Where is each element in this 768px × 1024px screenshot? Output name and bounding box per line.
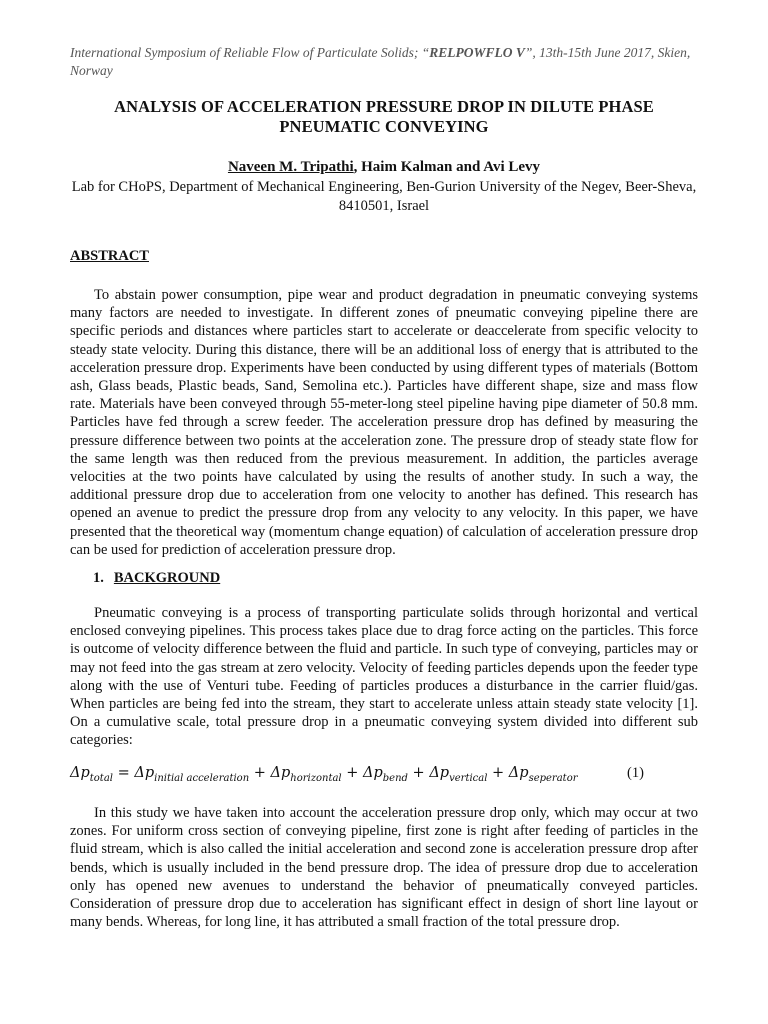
affiliation: Lab for CHoPS, Department of Mechanical Engineering, Ben-Gurion University of the Negev, Beer-Sheva, 8410501, Israel bbox=[71, 179, 697, 214]
equation-term: $\Delta p_{initial acceleration}$ bbox=[134, 765, 250, 784]
equation-term: $\Delta p_{vertical}$ bbox=[429, 765, 488, 784]
equation-1 bbox=[70, 765, 698, 787]
equation-number: (1) bbox=[627, 765, 644, 781]
conference-acronym: RELPOWFLO V bbox=[429, 45, 525, 60]
equation-term: $\Delta p_{seperator}$ bbox=[508, 765, 578, 784]
abstract-heading: ABSTRACT bbox=[70, 248, 149, 264]
equation-term: $\Delta p_{total}$ bbox=[70, 765, 113, 784]
equation-term: $\Delta p_{bend}$ bbox=[363, 765, 408, 784]
conference-header: International Symposium of Reliable Flow of Particulate Solids; “RELPOWFLO V”, 13th-15th June 2017, Skien, Norway bbox=[70, 45, 691, 78]
section-number: 1. bbox=[93, 570, 104, 586]
background-paragraph-1: Pneumatic conveying is a process of transporting particulate solids through horizontal and vertical enclosed conveying pipelines. This process takes place due to drag force acting on the particles. This force is outcome of velocity difference between the fluid and particle. In such type of conveying, particles may or may not feed into the gas stream at zero velocity. Velocity of feeding particles depends upon the feeder type along with the use of Venturi tube. Feeding of particles produces a disturbance in the carrier fluid/gas. When particles are being fed into the stream, they start to accelerate unless attain steady state velocity [1]. On a cumulative scale, total pressure drop in a pneumatic conveying system divided into different sub categories: bbox=[70, 605, 698, 749]
equation-term: $\Delta p_{horizontal}$ bbox=[270, 765, 342, 784]
equation-body: $\Delta p_{total} = \Delta p_{initial acceleration} + \Delta p_{horizontal} + \Delta p_{bend} + \Delta p_{vertical} + \Delta p_{seperator}$ bbox=[70, 765, 578, 784]
paper-title: ANALYSIS OF ACCELERATION PRESSURE DROP IN DILUTE PHASE PNEUMATIC CONVEYING bbox=[114, 97, 654, 136]
abstract-text: To abstain power consumption, pipe wear and product degradation in pneumatic conveying systems many factors are needed to investigate. In different zones of pneumatic conveying pipeline there are specific periods and distances where particles start to accelerate or deaccelerate from specific velocity to steady state velocity. During this distance, there will be an additional loss of energy that is attributed to the acceleration pressure drop. Experiments have been conducted by using different types of materials (Bottom ash, Glass beads, Plastic beads, Sand, Semolina etc.). Particles have different shape, size and mass flow rate. Materials have been conveyed through 55-meter-long steel pipeline having pipe diameter of 50.8 mm. Particles have fed through a screw feeder. The acceleration pressure drop has defined by measuring the pressure difference between two points at the acceleration zone. The pressure drop of steady state flow for the same length was then reduced from the previous measurement. In addition, the particles average velocities at the two points have calculated by using the results of another study. In such a way, the additional pressure drop due to acceleration from one velocity to another has defined. This research has opened an avenue to predict the pressure drop from any velocity to any velocity. In this paper, we have presented that the theoretical way (momentum change equation) of calculation of acceleration pressure drop can be used for prediction of acceleration pressure drop. bbox=[70, 287, 698, 558]
background-heading: 1. BACKGROUND bbox=[93, 570, 221, 586]
first-author: Naveen M. Tripathi bbox=[227, 159, 354, 175]
co-authors: , Haim Kalman and Avi Levy bbox=[353, 159, 541, 175]
background-paragraph-2: In this study we have taken into account the acceleration pressure drop only, which may occur at two zones. For uniform cross section of conveying pipeline, first zone is right after feeding of particles in the fluid stream, which is also called the initial acceleration and second zone is acceleration pressure drop after bends, which is usually included in the bend pressure drop. The idea of pressure drop due to acceleration only has opened new avenues to understand the behavior of pneumatically conveyed particles. Consideration of pressure drop due to acceleration has significant effect in design of short line layout or many bends. Whereas, for long line, it has attributed a small fraction of the total pressure drop. bbox=[70, 805, 698, 931]
author-list bbox=[70, 158, 698, 177]
